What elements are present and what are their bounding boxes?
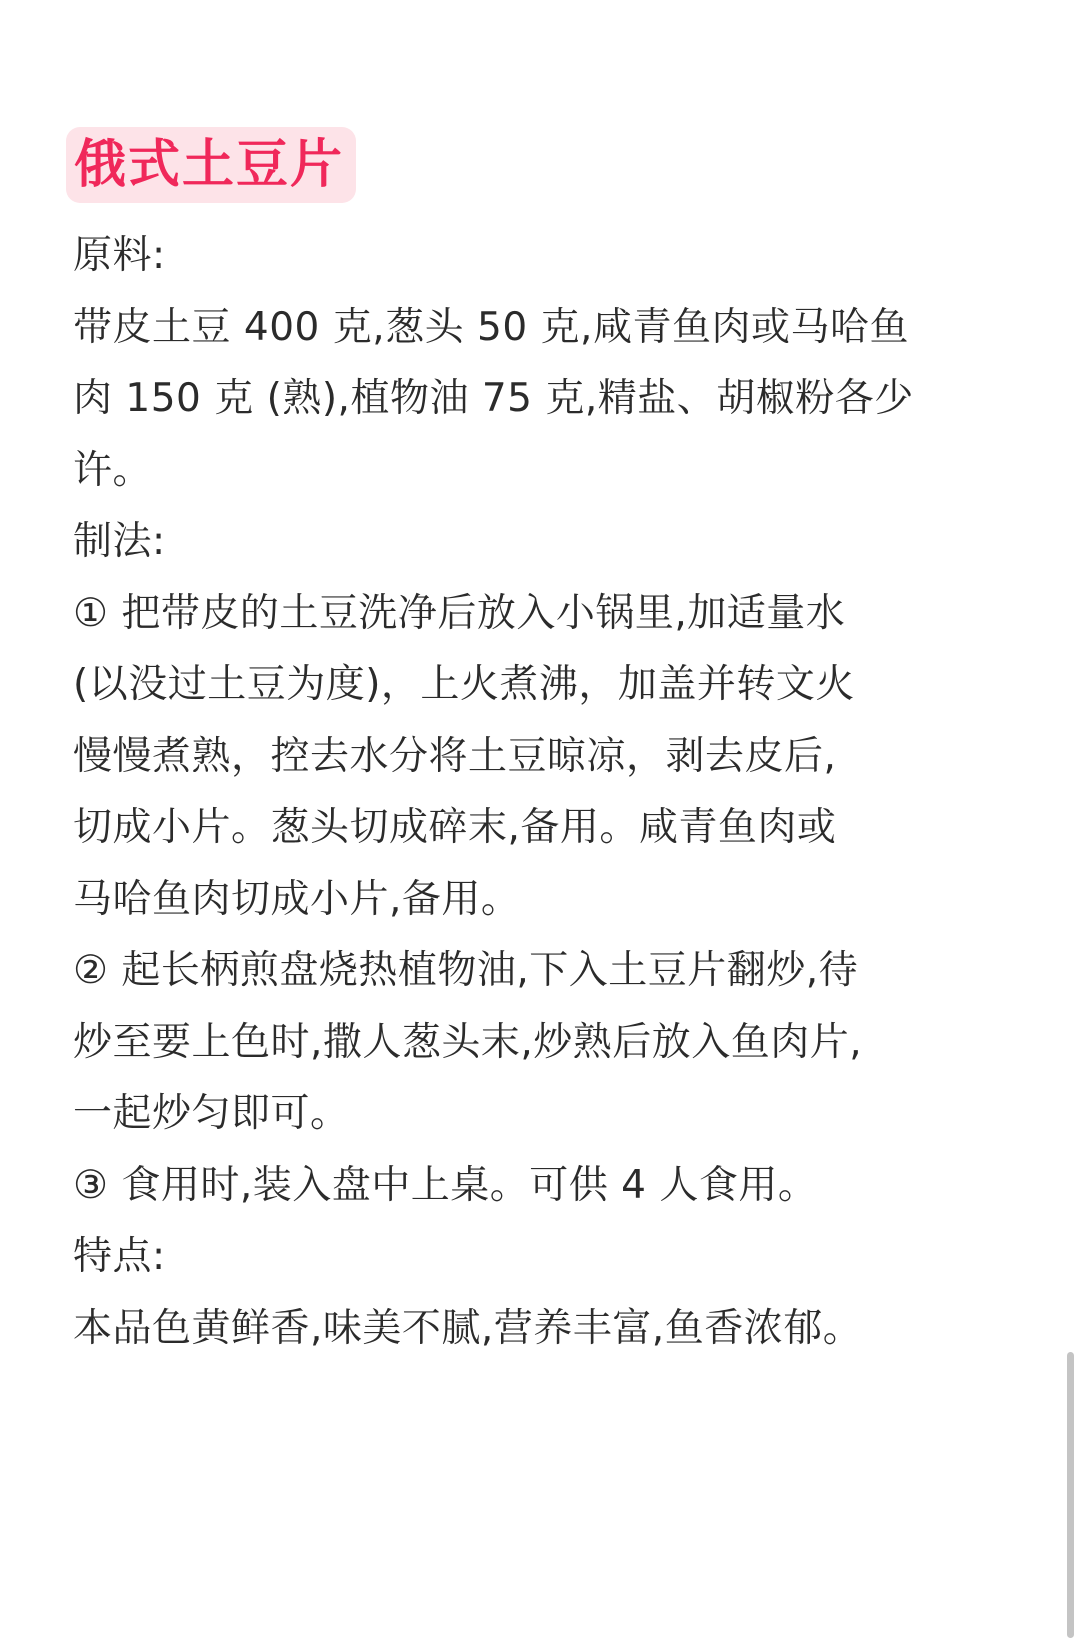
recipe-body (73, 220, 1013, 1364)
scrollbar-thumb[interactable] (1067, 1352, 1074, 1638)
section-heading-method: 制法: (73, 519, 166, 564)
method-step-line: ② 起长柄煎盘烧热植物油,下入土豆片翻炒,待 (73, 948, 859, 993)
features-line: 本品色黄鲜香,味美不腻,营养丰富,鱼香浓郁。 (73, 1305, 863, 1351)
ingredients-line: 带皮土豆 400 克,葱头 50 克,咸青鱼肉或马哈鱼 (73, 304, 909, 350)
method-step-line: 一起炒匀即可。 (73, 1091, 350, 1136)
ingredients-line: 许。 (73, 447, 153, 493)
method-step-line: 切成小片。葱头切成碎末,备用。咸青鱼肉或 (73, 805, 837, 850)
page-title: 俄式土豆片 (74, 135, 345, 195)
method-step-line: 慢慢煮熟，控去水分将土豆晾凉，剥去皮后, (73, 733, 837, 779)
title-highlight (66, 127, 356, 203)
method-step-line: ③ 食用时,装入盘中上桌。可供 4 人食用。 (73, 1162, 818, 1208)
method-step-line: (以没过土豆为度)，上火煮沸，加盖并转文火 (73, 662, 855, 707)
section-heading-features: 特点: (73, 1234, 166, 1279)
ingredients-line: 肉 150 克 (熟),植物油 75 克,精盐、胡椒粉各少 (73, 376, 914, 421)
method-step-line: 马哈鱼肉切成小片,备用。 (73, 876, 521, 922)
section-heading-ingredients: 原料: (73, 233, 166, 278)
method-step-line: ① 把带皮的土豆洗净后放入小锅里,加适量水 (73, 590, 846, 636)
method-step-line: 炒至要上色时,撒人葱头末,炒熟后放入鱼肉片, (73, 1019, 863, 1065)
